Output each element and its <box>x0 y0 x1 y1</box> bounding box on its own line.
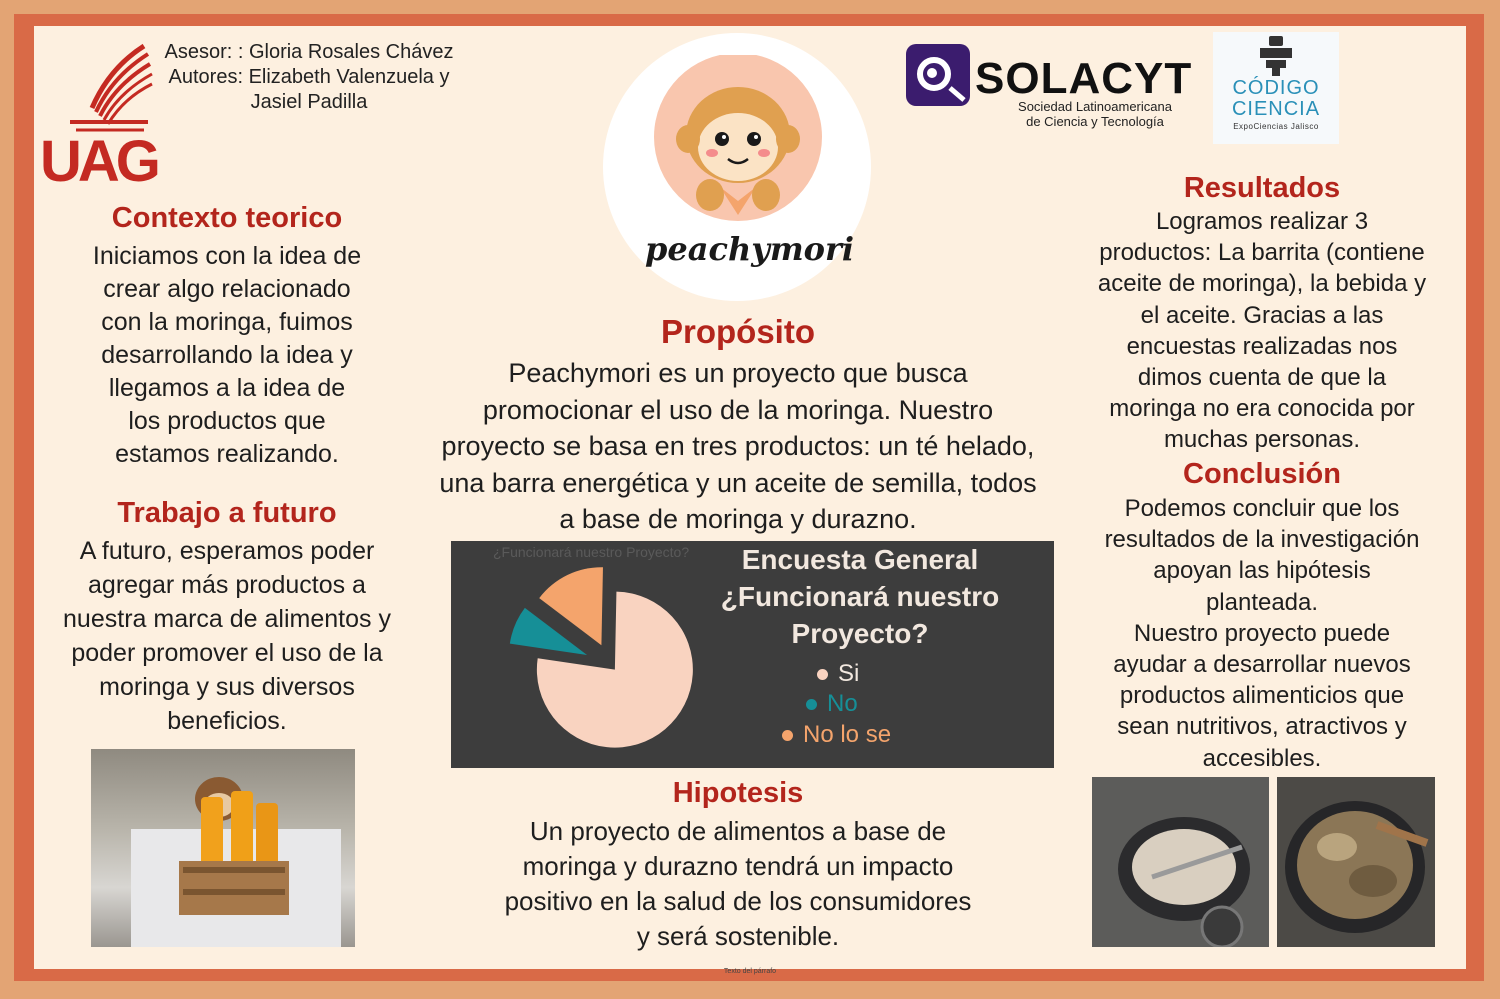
conclusion-body-line: sean nutritivos, atractivos y <box>1117 713 1407 741</box>
resultados-body-line: encuestas realizadas nos <box>1126 332 1398 360</box>
futuro-body <box>30 534 424 738</box>
hipotesis-body-line: positivo en la salud de los consumidores <box>504 886 972 916</box>
proposito-body-line: proyecto se basa en tres productos: un té helado, <box>441 431 1035 461</box>
resultados-body-line: Logramos realizar 3 <box>1155 208 1369 235</box>
conclusion-body-line: ayudar a desarrollar nuevos <box>1113 651 1411 679</box>
chart-title-line-2: ¿Funcionará nuestro <box>720 581 1000 612</box>
autores-line-1: Autores: Elizabeth Valenzuela y <box>168 66 450 88</box>
codigo-ciencia-logo <box>1213 32 1339 144</box>
proposito-body-line: una barra energética y un aceite de semilla, todos <box>439 467 1037 498</box>
hipotesis-body <box>440 814 1036 954</box>
solacyt-logo-icon <box>906 44 970 106</box>
autores-line-2: Jasiel Padilla <box>250 91 368 113</box>
futuro-body-line: nuestra marca de alimentos y <box>63 605 391 633</box>
legend-item-no <box>806 690 858 718</box>
pan-flour-image <box>1092 777 1269 947</box>
proposito-title: Propósito <box>661 313 815 350</box>
solacyt-sub-line-2: de Ciencia y Tecnología <box>1026 114 1164 129</box>
asesor-text: Asesor: : Gloria Rosales Chávez <box>164 41 454 63</box>
legend-label-no-lo-se: No lo se <box>803 721 892 748</box>
contexto-body-line: con la moringa, fuimos <box>101 308 353 336</box>
solacyt-sub-line-1: Sociedad Latinoamericana <box>1018 99 1172 114</box>
resultados-body-line: productos: La barrita (contiene <box>1099 239 1425 267</box>
hipotesis-title: Hipotesis <box>672 777 804 809</box>
pan-seeds-image <box>1277 777 1435 947</box>
proposito-body <box>386 355 1090 538</box>
resultados-body-line: aceite de moringa), la bebida y <box>1097 270 1427 298</box>
codigo-text: CÓDIGO <box>1232 77 1320 99</box>
conclusion-body-line: apoyan las hipótesis <box>1153 557 1371 585</box>
conclusion-body-line: productos alimenticios que <box>1119 682 1405 710</box>
contexto-body-line: crear algo relacionado <box>103 275 351 303</box>
futuro-body-line: poder promover el uso de la <box>71 639 383 667</box>
legend-dot-si <box>817 669 828 680</box>
resultados-body-line: muchas personas. <box>1163 426 1361 454</box>
contexto-body-line: los productos que <box>128 407 326 435</box>
proposito-body-line: a base de moringa y durazno. <box>559 504 917 534</box>
conclusion-body-line: resultados de la investigación <box>1104 526 1420 554</box>
contexto-title: Contexto teorico <box>111 202 343 234</box>
contexto-body <box>50 240 404 471</box>
legend-dot-no-lo-se <box>782 730 793 741</box>
solacyt-subtitle <box>990 99 1200 129</box>
legend-label-si: Si <box>838 660 860 687</box>
hipotesis-body-line: Un proyecto de alimentos a base de <box>529 816 947 846</box>
futuro-body-line: agregar más productos a <box>88 571 366 599</box>
conclusion-body-line: accesibles. <box>1202 744 1322 772</box>
brand-wordmark: peachymori <box>645 230 855 268</box>
legend-item-no-lo-se <box>782 721 891 749</box>
proposito-body-line: promocionar el uso de la moringa. Nuestro <box>482 394 994 425</box>
proposito-body-line: Peachymori es un proyecto que busca <box>508 358 968 388</box>
monkey-mascot-icon <box>640 55 836 230</box>
survey-chart-panel <box>451 541 1054 768</box>
futuro-body-line: moringa y sus diversos <box>99 673 355 701</box>
conclusion-body <box>1074 493 1450 774</box>
ciencia-text: CIENCIA <box>1231 98 1321 120</box>
resultados-body <box>1074 206 1450 456</box>
hipotesis-body-line: y será sostenible. <box>636 921 840 951</box>
cooking-photo-1 <box>1092 777 1269 947</box>
uag-logo-fan-icon <box>52 40 162 135</box>
legend-label-no: No <box>827 690 858 717</box>
futuro-body-line: A futuro, esperamos poder <box>79 537 375 565</box>
resultados-body-line: dimos cuenta de que la <box>1137 364 1387 392</box>
product-display-photo <box>91 749 355 947</box>
conclusion-body-line: Nuestro proyecto puede <box>1133 619 1391 647</box>
credits <box>150 40 468 115</box>
survey-pie-chart <box>481 555 701 755</box>
hipotesis-body-line: moringa y durazno tendrá un impacto <box>522 851 954 881</box>
contexto-body-line: llegamos a la idea de <box>108 374 346 402</box>
legend-dot-no <box>806 699 817 710</box>
uag-logo-text: UAG <box>40 129 157 194</box>
footer-note: Texto del párrafo <box>723 968 777 975</box>
robot-icon <box>1260 36 1292 76</box>
futuro-title: Trabajo a futuro <box>117 497 337 529</box>
chart-title <box>701 541 1019 652</box>
chart-faint-title: ¿Funcionará nuestro Proyecto? <box>493 544 690 560</box>
contexto-body-line: Iniciamos con la idea de <box>92 242 362 270</box>
contexto-body-line: estamos realizando. <box>115 440 339 468</box>
resultados-title: Resultados <box>1183 172 1341 204</box>
legend-item-si <box>817 660 859 688</box>
conclusion-title: Conclusión <box>1183 458 1341 490</box>
resultados-body-line: moringa no era conocida por <box>1109 395 1415 423</box>
conclusion-body-line: planteada. <box>1205 588 1319 616</box>
futuro-body-line: beneficios. <box>167 707 287 735</box>
pie-slice-si <box>537 592 693 748</box>
contexto-body-line: desarrollando la idea y <box>101 341 353 369</box>
resultados-body-line: el aceite. Gracias a las <box>1140 301 1384 329</box>
product-display-image <box>91 749 355 947</box>
chart-title-line-3: Proyecto? <box>791 618 929 649</box>
conclusion-body-line: Podemos concluir que los <box>1124 495 1400 522</box>
chart-title-line-1: Encuesta General <box>741 544 979 575</box>
expociencias-text: ExpoCiencias Jalisco <box>1233 122 1319 131</box>
solacyt-title: SOLACYT <box>975 54 1193 103</box>
cooking-photo-2 <box>1277 777 1435 947</box>
